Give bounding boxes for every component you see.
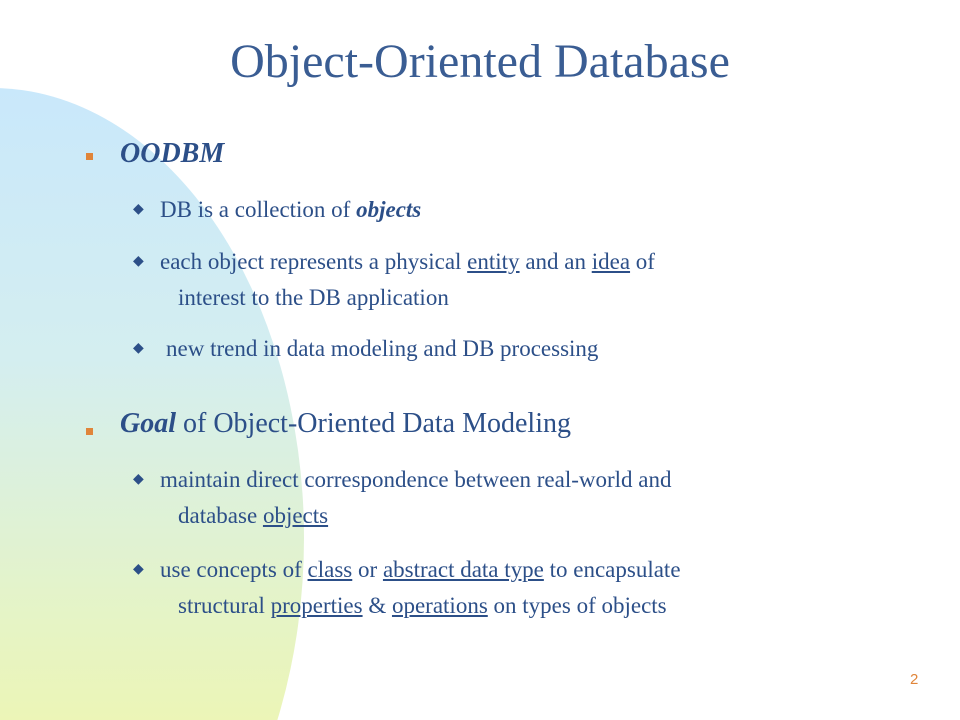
section1-bullet3: new trend in data modeling and DB processing bbox=[166, 336, 599, 361]
section1-heading: OODBM bbox=[120, 138, 225, 169]
square-bullet-icon bbox=[86, 428, 93, 435]
background-gradient-shape bbox=[0, 88, 304, 720]
section2-bullet1-line2: database objects bbox=[178, 503, 329, 528]
section1-bullet2-line1: each object represents a physical entity and an idea of bbox=[160, 249, 655, 274]
diamond-bullet-icon: ◆ bbox=[133, 471, 144, 487]
section2-heading: Goal of Object-Oriented Data Modeling bbox=[120, 408, 571, 439]
section2-bullet2-line2: structural properties & operations on types of objects bbox=[178, 593, 667, 618]
slide-title: Object-Oriented Database bbox=[230, 35, 730, 88]
section1-bullet2-line2: interest to the DB application bbox=[178, 285, 449, 310]
page-number: 2 bbox=[910, 671, 919, 688]
diamond-bullet-icon: ◆ bbox=[133, 561, 144, 577]
diamond-bullet-icon: ◆ bbox=[133, 253, 144, 269]
section2-bullet2-line1: use concepts of class or abstract data type to encapsulate bbox=[160, 557, 681, 582]
square-bullet-icon bbox=[86, 153, 93, 160]
section2-bullet1-line1: maintain direct correspondence between real-world and bbox=[160, 467, 672, 492]
diamond-bullet-icon: ◆ bbox=[133, 340, 144, 356]
diamond-bullet-icon: ◆ bbox=[133, 201, 144, 217]
section1-bullet1: DB is a collection of objects bbox=[160, 197, 422, 222]
